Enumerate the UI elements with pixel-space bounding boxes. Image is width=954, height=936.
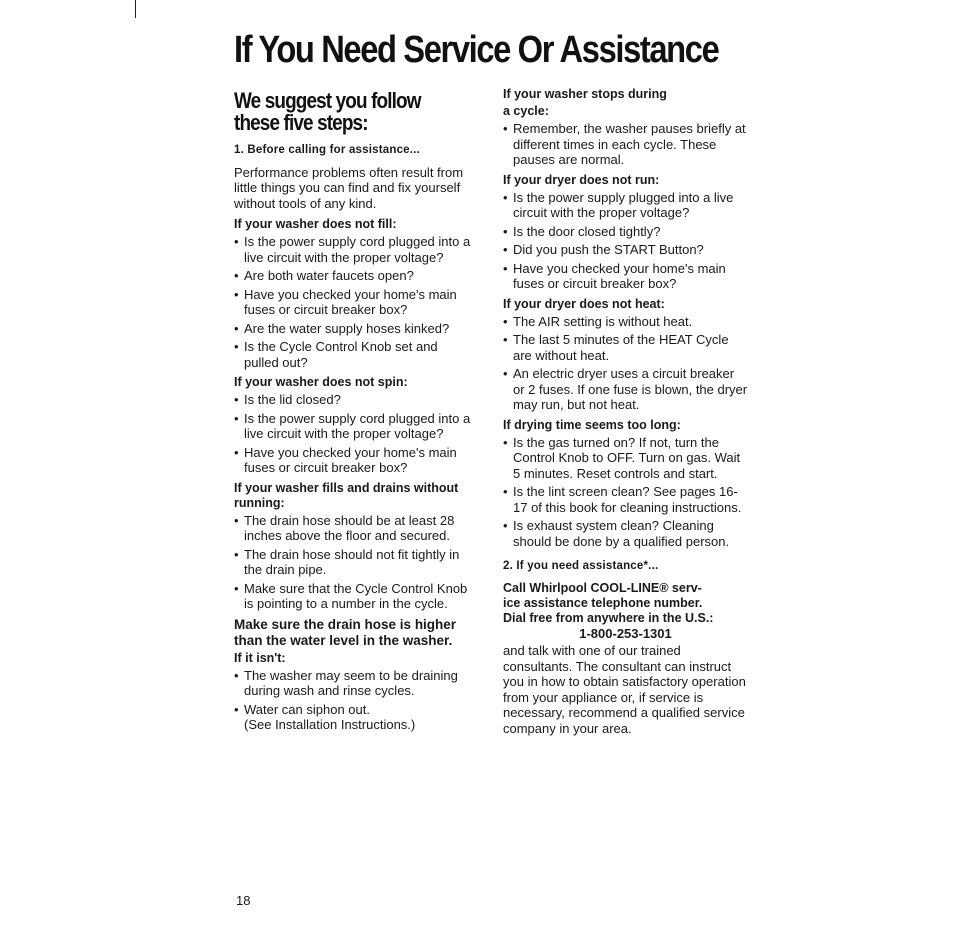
list-item: • The AIR setting is without heat.: [503, 314, 748, 330]
washer-fills-drains-heading: If your washer fills and drains without running:: [234, 480, 459, 510]
list-item: • Is the gas turned on? If not, turn the Control Knob to OFF. Turn on gas. Wait 5 minutes. Reset controls and start.: [503, 435, 748, 482]
list-item: • Have you checked your home's main fuses or circuit breaker box?: [234, 445, 474, 476]
subtitle-line-2: these five steps:: [234, 110, 368, 135]
list-item: • Is the power supply cord plugged into a live circuit with the proper voltage?: [234, 411, 474, 442]
list-item: • Remember, the washer pauses briefly at different times in each cycle. These pauses are normal.: [503, 121, 748, 168]
list-item: • Water can siphon out.: [234, 702, 474, 718]
page-number: 18: [236, 893, 251, 908]
dryer-not-run-list: [503, 190, 748, 292]
list-item: • Have you checked your home's main fuses or circuit breaker box?: [234, 287, 474, 318]
list-item: • Is the door closed tightly?: [503, 224, 748, 240]
step-1-heading: 1. Before calling for assistance...: [234, 144, 420, 156]
left-column: [234, 90, 474, 733]
washer-not-spin-list: [234, 392, 474, 476]
subtitle-line-1: We suggest you follow: [234, 88, 421, 113]
washer-fills-drains-list: [234, 513, 474, 612]
list-item: • Make sure that the Cycle Control Knob is pointing to a number in the cycle.: [234, 581, 474, 612]
call-line-1: Call Whirlpool COOL-LINE® serv-: [503, 580, 702, 595]
drain-hose-list: [234, 668, 474, 718]
subtitle: [234, 90, 440, 134]
drain-hose-subheading: If it isn't:: [234, 650, 286, 665]
washer-stops-list: [503, 121, 748, 168]
list-item: • The drain hose should be at least 28 inches above the floor and secured.: [234, 513, 474, 544]
list-item: • Did you push the START Button?: [503, 242, 748, 258]
washer-not-spin-heading: If your washer does not spin:: [234, 375, 408, 389]
list-item: • The washer may seem to be draining during wash and rinse cycles.: [234, 668, 474, 699]
drain-hose-heading: Make sure the drain hose is higher than the water level in the washer.: [234, 616, 457, 648]
list-item: • Are both water faucets open?: [234, 268, 474, 284]
washer-not-fill-list: [234, 234, 474, 370]
list-item: • Is the lid closed?: [234, 392, 474, 408]
dryer-not-heat-heading: If your dryer does not heat:: [503, 296, 665, 311]
consultant-text: and talk with one of our trained consultants. The consultant can instruct you in how to obtain satisfactory operation from your appliance or, if service is necessary, recommend a qualified service company in your area.: [503, 643, 746, 736]
list-item: • Is exhaust system clean? Cleaning should be done by a qualified person.: [503, 518, 748, 549]
step-2-heading: 2. If you need assistance*...: [503, 560, 659, 572]
list-item: • Is the Cycle Control Knob set and pulled out?: [234, 339, 474, 370]
call-line-2: ice assistance telephone number.: [503, 595, 703, 610]
list-item: • Is the lint screen clean? See pages 16-17 of this book for cleaning instructions.: [503, 484, 748, 515]
list-item: • The last 5 minutes of the HEAT Cycle are without heat.: [503, 332, 748, 363]
dryer-not-run-heading: If your dryer does not run:: [503, 172, 660, 187]
list-item: • Is the power supply plugged into a live circuit with the proper voltage?: [503, 190, 748, 221]
washer-stops-heading: If your washer stops during: [503, 87, 667, 101]
step-1-intro: Performance problems often result from little things you can find and fix yourself without tools of any kind.: [234, 164, 464, 211]
list-item: • Are the water supply hoses kinked?: [234, 321, 474, 337]
installation-note: (See Installation Instructions.): [244, 717, 416, 732]
margin-rule: [135, 0, 136, 18]
washer-stops-subheading: a cycle:: [503, 104, 549, 118]
right-column: [503, 87, 748, 742]
list-item: • An electric dryer uses a circuit breaker or 2 fuses. If one fuse is blown, the dryer may run, but not heat.: [503, 366, 748, 413]
list-item: • Is the power supply cord plugged into a live circuit with the proper voltage?: [234, 234, 474, 265]
drying-time-list: [503, 435, 748, 550]
washer-not-fill-heading: If your washer does not fill:: [234, 217, 397, 231]
dryer-not-heat-list: [503, 314, 748, 413]
list-item: • Have you checked your home's main fuses or circuit breaker box?: [503, 261, 748, 292]
drying-time-heading: If drying time seems too long:: [503, 417, 681, 432]
list-item: • The drain hose should not fit tightly in the drain pipe.: [234, 547, 474, 578]
dial-free-line: Dial free from anywhere in the U.S.:: [503, 610, 714, 625]
phone-number: 1-800-253-1301: [579, 625, 672, 641]
page-title: If You Need Service Or Assistance: [234, 29, 719, 71]
